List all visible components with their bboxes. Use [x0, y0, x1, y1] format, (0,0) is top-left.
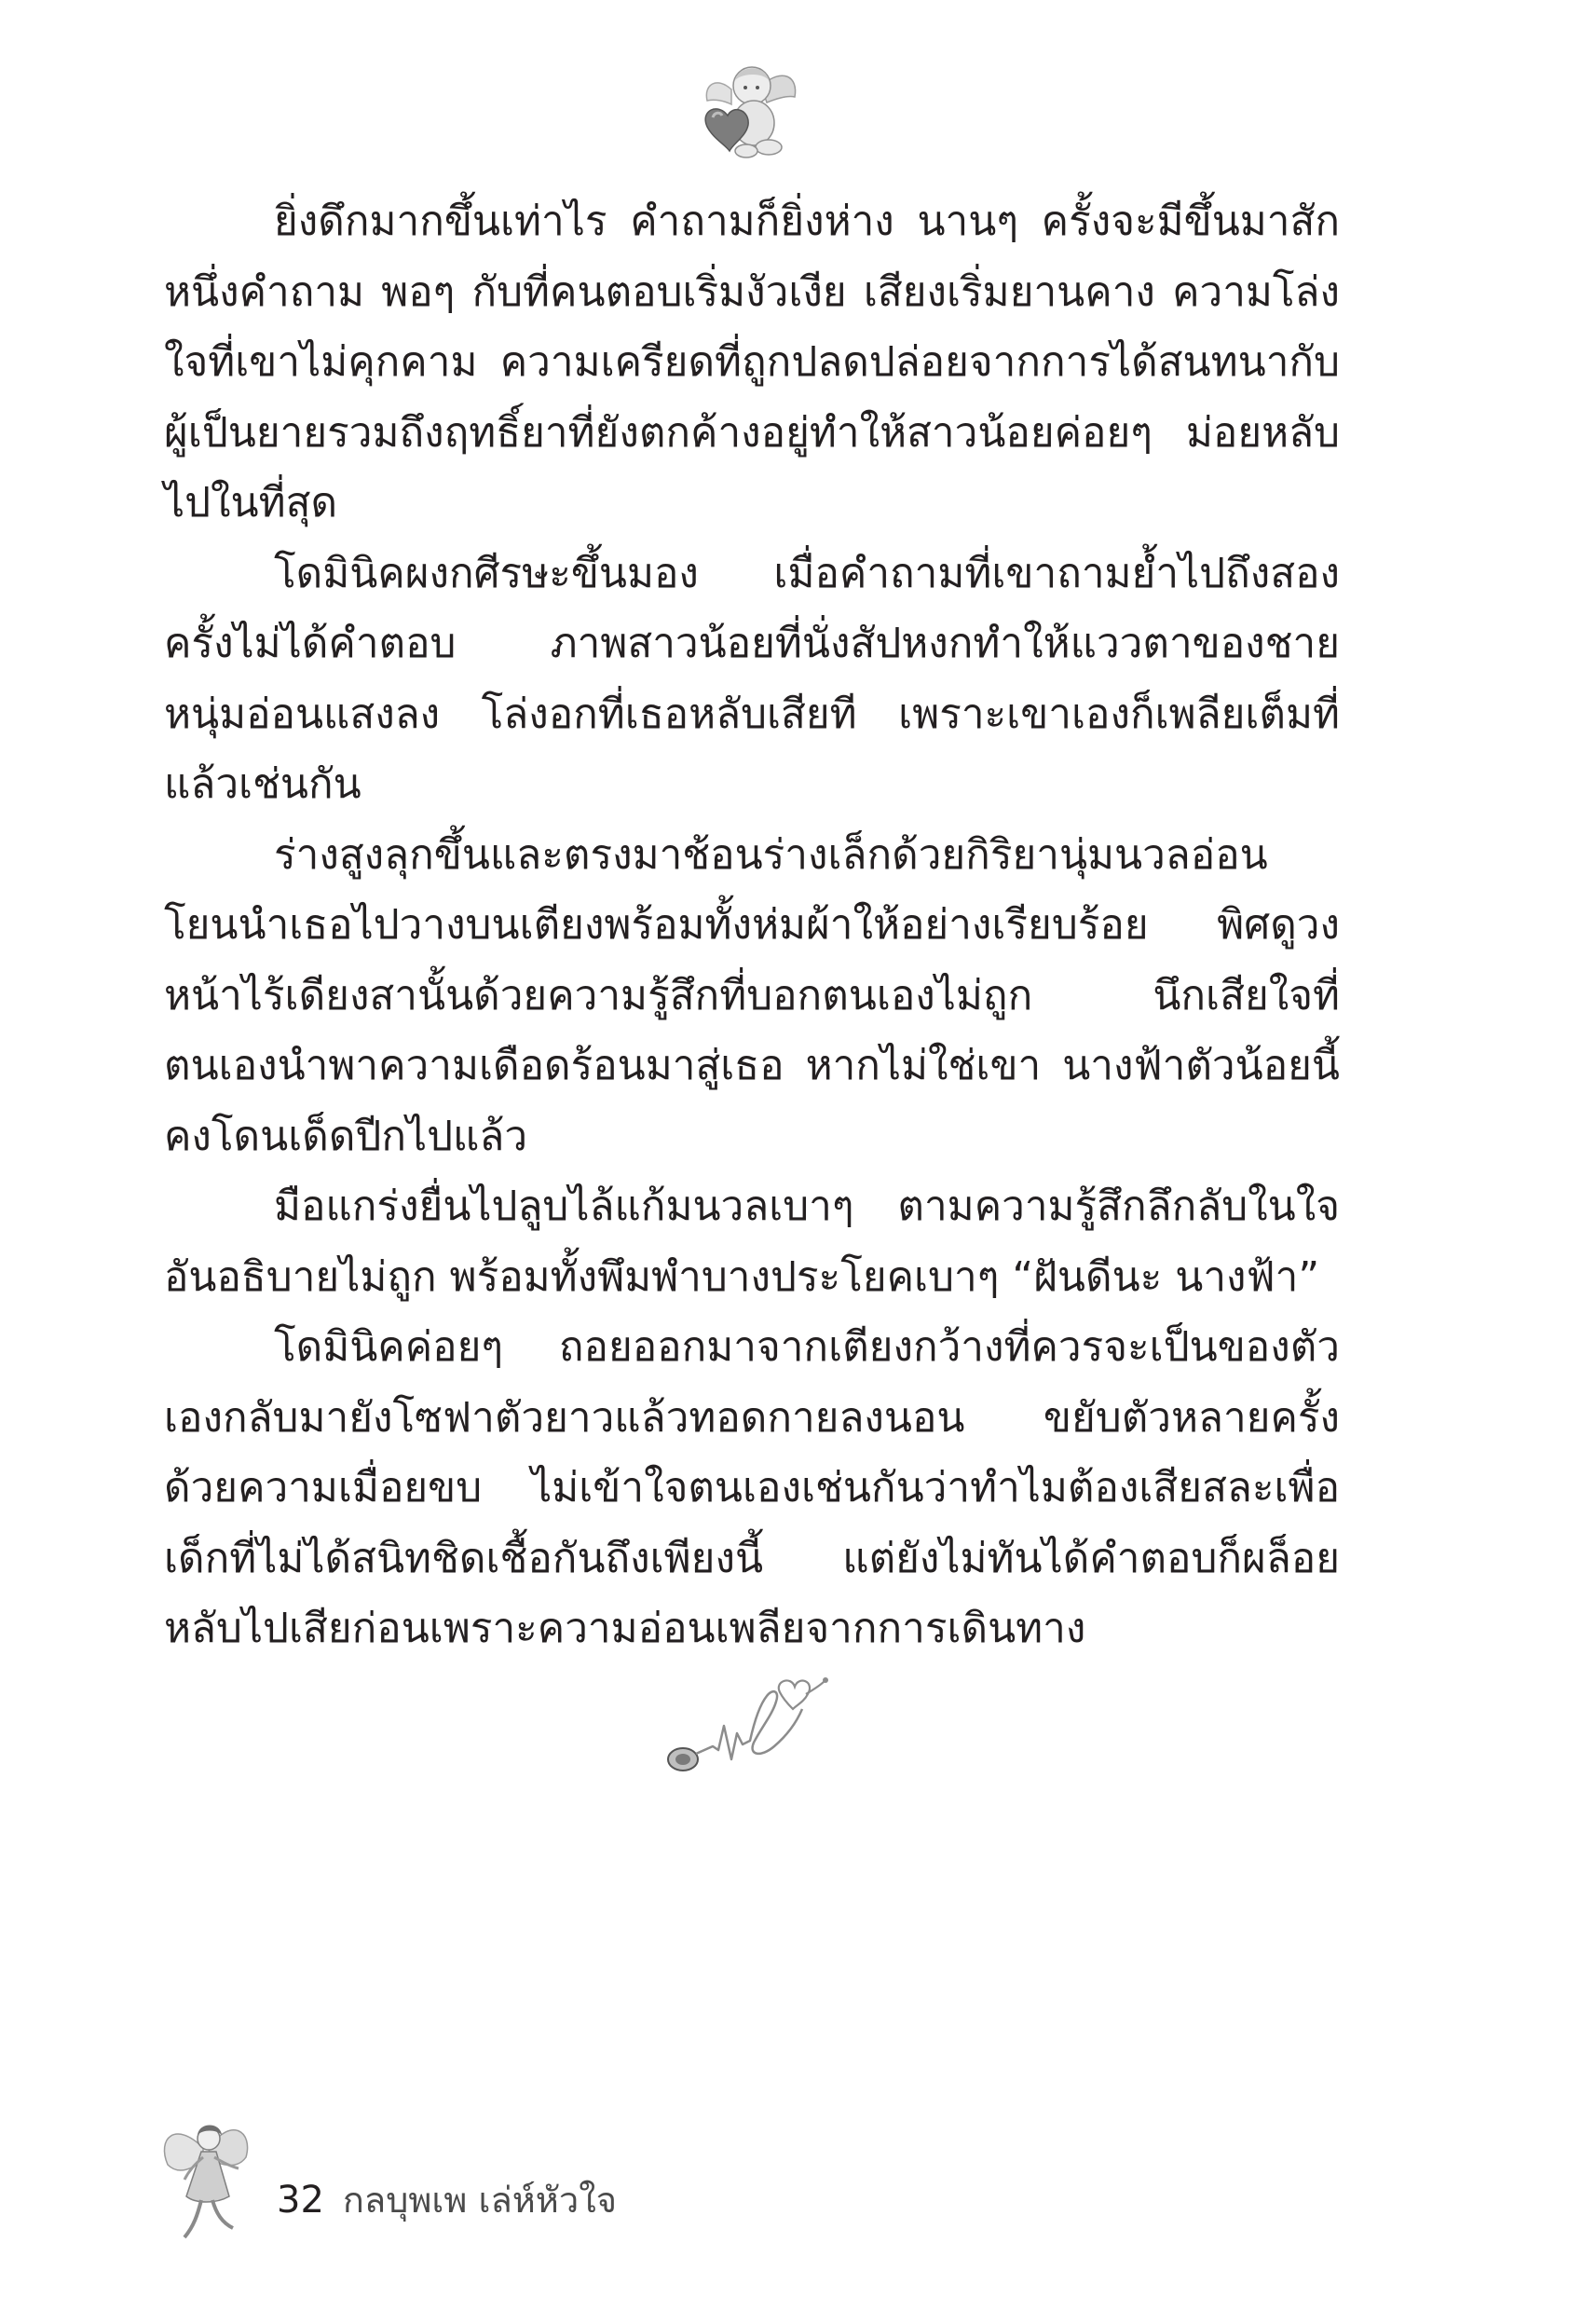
paragraph: ร่างสูงลุกขึ้นและตรงมาช้อนร่างเล็กด้วยกิริยานุ่มนวลอ่อนโยนนำเธอไปวางบนเตียงพร้อมทั้งห่มผ้าให้อย่างเรียบร้อย พิศดูวงหน้าไร้เดียงสานั้นด้วยความรู้สึกที่บอกตนเองไม่ถูก นึกเสียใจที่ตนเองนำพาความเดือดร้อนมาสู่เธอ หากไม่ใช่เขา นางฟ้าตัวน้อยนี้คงโดนเด็ดปีกไปแล้ว	[164, 830, 1340, 1160]
stethoscope-heartbeat-icon	[657, 1668, 834, 1780]
paragraph: ยิ่งดึกมากขึ้นเท่าไร คำถามก็ยิ่งห่าง นานๆ ครั้งจะมีขึ้นมาสักหนึ่งคำถาม พอๆ กับที่คนตอบเริ่มงัวเงีย เสียงเริ่มยานคาง ความโล่งใจที่เขาไม่คุกคาม ความเครียดที่ถูกปลดปล่อยจากการได้สนทนากับผู้เป็นยายรวมถึงฤทธิ์ยาที่ยังตกค้างอยู่ทำให้สาวน้อยค่อยๆ ม่อยหลับไปในที่สุด	[164, 198, 1340, 526]
book-title: กลบุพเพ เล่ห์หัวใจ	[342, 2180, 618, 2221]
page-number: 32	[277, 2179, 324, 2222]
paragraph: โดมินิคผงกศีรษะขึ้นมอง เมื่อคำถามที่เขาถามย้ำไปถึงสองครั้งไม่ได้คำตอบ ภาพสาวน้อยที่นั่งสัปหงกทำให้แววตาของชายหนุ่มอ่อนแสงลง โล่งอกที่เธอหลับเสียที เพราะเขาเองก็เพลียเต็มที่แล้วเช่นกัน	[164, 549, 1340, 808]
chapter-text	[164, 186, 1340, 1664]
cupid-with-heart-icon	[694, 58, 801, 160]
fairy-icon	[157, 2111, 259, 2246]
paragraph: มือแกร่งยื่นไปลูบไล้แก้มนวลเบาๆ ตามความรู้สึกลึกลับในใจอันอธิบายไม่ถูก พร้อมทั้งพึมพำบางประโยคเบาๆ “ฝันดีนะ นางฟ้า”	[164, 1183, 1340, 1301]
paragraph: โดมินิคค่อยๆ ถอยออกมาจากเตียงกว้างที่ควรจะเป็นของตัวเองกลับมายังโซฟาตัวยาวแล้วทอดกายลงนอน ขยับตัวหลายครั้งด้วยความเมื่อยขบ ไม่เข้าใจตนเองเช่นกันว่าทำไมต้องเสียสละเพื่อเด็กที่ไม่ได้สนิทชิดเชื้อกันถึงเพียงนี้ แต่ยังไม่ทันได้คำตอบก็ผล็อยหลับไปเสียก่อนเพราะความอ่อนเพลียจากการเดินทาง	[164, 1323, 1340, 1652]
page-footer	[277, 2171, 617, 2227]
